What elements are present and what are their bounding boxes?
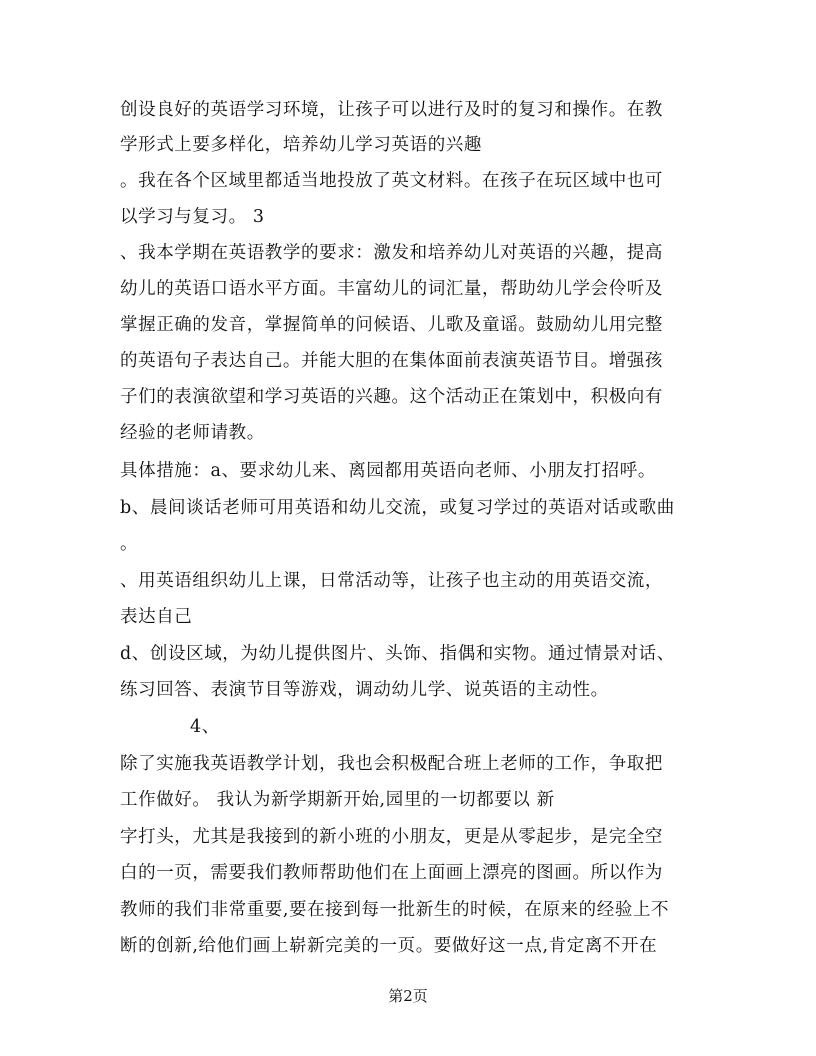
text-line: 除了实施我英语教学计划，我也会积极配合班上老师的工作，争取把	[120, 754, 663, 774]
text-line: 的英语句子表达自己。并能大胆的在集体面前表演英语节目。增强孩	[120, 351, 663, 371]
text-line: 。我在各个区域里都适当地投放了英文材料。在孩子在玩区域中也可	[120, 171, 663, 191]
text-line: 经验的老师请教。	[120, 423, 265, 443]
text-line: 练习回答、表演节目等游戏，调动幼儿学、说英语的主动性。	[120, 680, 609, 700]
text-line: 、用英语组织幼儿上课，日常活动等，让孩子也主动的用英语交流，	[120, 571, 663, 591]
text-line: 教师的我们非常重要,要在接到每一批新生的时候，在原来的经验上不	[120, 900, 670, 920]
text-line: 白的一页，需要我们教师帮助他们在上面画上漂亮的图画。所以作为	[120, 863, 663, 883]
page-number: 第2页	[388, 987, 428, 1005]
text-line: 学形式上要多样化，培养幼儿学习英语的兴趣	[120, 135, 482, 155]
text-line: 创设良好的英语学习环境，让孩子可以进行及时的复习和操作。在教	[120, 100, 663, 120]
text-line: 字打头，尤其是我接到的新小班的小朋友，更是从零起步，是完全空	[120, 827, 663, 847]
text-line: 断的创新,给他们画上崭新完美的一页。要做好这一点,肯定离不开在	[120, 936, 658, 956]
text-line: 具体措施：a、要求幼儿来、离园都用英语向老师、小朋友打招呼。	[120, 461, 656, 481]
text-line: 。	[120, 534, 139, 554]
text-line: b、晨间谈话老师可用英语和幼儿交流，或复习学过的英语对话或歌曲	[120, 498, 675, 518]
text-line: 4、	[190, 717, 220, 737]
text-line: 、我本学期在英语教学的要求：激发和培养幼儿对英语的兴趣，提高	[120, 243, 663, 263]
text-line: 掌握正确的发音，掌握简单的问候语、儿歌及童谣。鼓励幼儿用完整	[120, 315, 663, 335]
text-line: 表达自己	[120, 607, 193, 627]
text-line: 以学习与复习。 3	[120, 207, 265, 227]
text-line: d、创设区域，为幼儿提供图片、头饰、指偶和实物。通过情景对话、	[120, 644, 675, 664]
text-line: 工作做好。 我认为新学期新开始,园里的一切都要以 新	[120, 790, 555, 810]
text-line: 子们的表演欲望和学习英语的兴趣。这个活动正在策划中，积极向有	[120, 387, 663, 407]
text-line: 幼儿的英语口语水平方面。丰富幼儿的词汇量，帮助幼儿学会伶听及	[120, 279, 663, 299]
